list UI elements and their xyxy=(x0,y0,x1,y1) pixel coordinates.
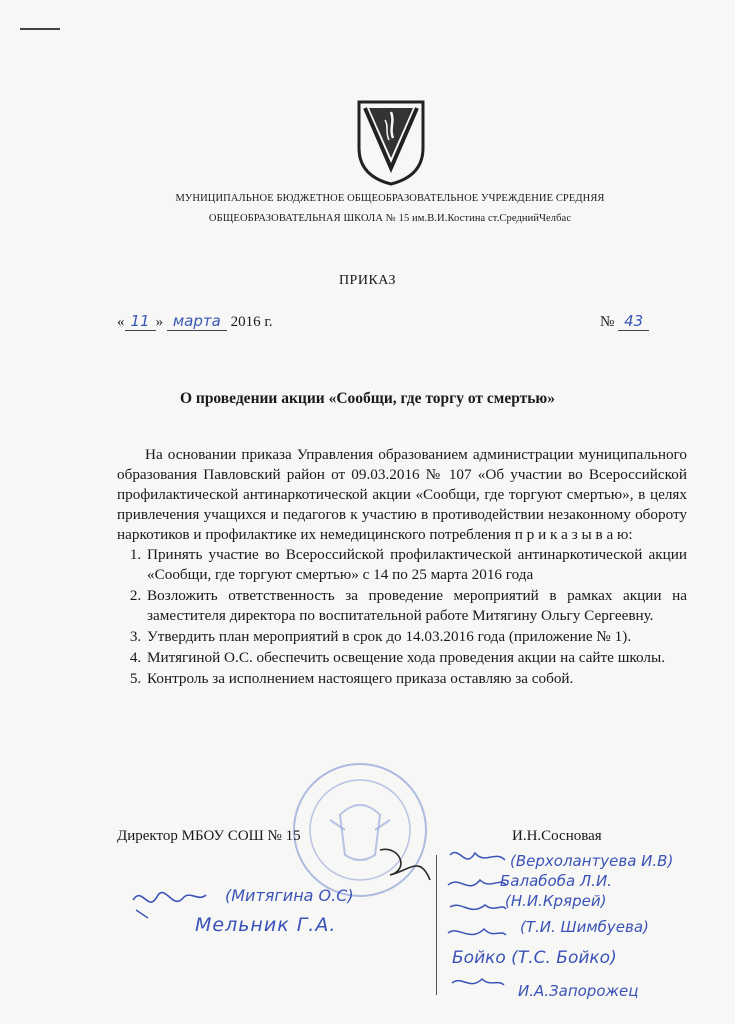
acknowledgement-left-1: (Митягина О.С) xyxy=(225,886,354,905)
order-subject: О проведении акции «Сообщи, где торгу от смертью» xyxy=(179,390,556,407)
director-name: И.Н.Сосновая xyxy=(512,828,602,844)
order-items-list xyxy=(117,545,687,689)
org-name-line2: ОБЩЕОБРАЗОВАТЕЛЬНАЯ ШКОЛА № 15 им.В.И.Костина ст.СреднийЧелбас xyxy=(208,213,572,224)
order-number-label: № xyxy=(600,314,615,330)
order-number-value: 43 xyxy=(618,312,649,331)
order-item: 1. Принять участие во Всероссийской профилактической антинаркотической акции «Сообщи, где торгуют смертью» с 14 по 25 марта 2016 года xyxy=(145,545,687,585)
order-item: 5. Контроль за исполнением настоящего приказа оставляю за собой. xyxy=(145,669,687,689)
order-date xyxy=(117,312,273,331)
date-open-quote: « xyxy=(117,314,125,330)
org-name-line1: МУНИЦИПАЛЬНОЕ БЮДЖЕТНОЕ ОБЩЕОБРАЗОВАТЕЛЬНОЕ УЧРЕЖДЕНИЕ СРЕДНЯЯ xyxy=(175,193,605,204)
date-close-quote: » xyxy=(155,314,164,330)
acknowledgement-signature-scribbles xyxy=(440,845,510,995)
order-number xyxy=(600,312,649,331)
municipal-crest-emblem xyxy=(355,98,427,186)
acknowledgement-left-2: Мельник Г.А. xyxy=(195,914,337,936)
order-item: 3. Утвердить план мероприятий в срок до 14.03.2016 года (приложение № 1). xyxy=(145,627,687,647)
order-item: 2. Возложить ответственность за проведение мероприятий в рамках акции на заместителя директора по воспитательной работе Митягину Ольгу Сергеевну. xyxy=(145,586,687,626)
signature-divider-line xyxy=(436,855,437,995)
scan-corner-mark xyxy=(20,28,60,30)
acknowledgement-right-6: И.А.Запорожец xyxy=(518,982,639,1000)
date-year: 2016 г. xyxy=(230,314,273,330)
date-month: марта xyxy=(167,312,227,331)
director-signature xyxy=(370,840,440,890)
acknowledgement-right-4: (Т.И. Шимбуева) xyxy=(520,918,649,936)
acknowledgement-right-5: Бойко (Т.С. Бойко) xyxy=(452,948,617,968)
director-position: Директор МБОУ СОШ № 15 xyxy=(117,828,301,844)
date-day: 11 xyxy=(125,312,156,331)
acknowledgement-right-2: Балабоба Л.И. xyxy=(500,872,612,890)
order-item: 4. Митягиной О.С. обеспечить освещение хода проведения акции на сайте школы. xyxy=(145,648,687,668)
order-preamble: На основании приказа Управления образованием администрации муниципального образования Павловский район от 09.03.2016 № 107 «Об участии во Всероссийской профилактической антинаркотической акции «Сообщи, где торгуют смертью», в целях привлечения учащихся и педагогов к участию в противодействии незаконному обороту наркотиков и профилактике их немедицинского потребления п р и к а з ы в а ю: xyxy=(117,446,687,543)
acknowledgement-right-3: (Н.И.Крярей) xyxy=(505,892,607,910)
order-title: ПРИКАЗ xyxy=(338,273,397,288)
acknowledgement-right-1: (Верхолантуева И.В) xyxy=(510,852,674,870)
order-body xyxy=(117,445,687,690)
